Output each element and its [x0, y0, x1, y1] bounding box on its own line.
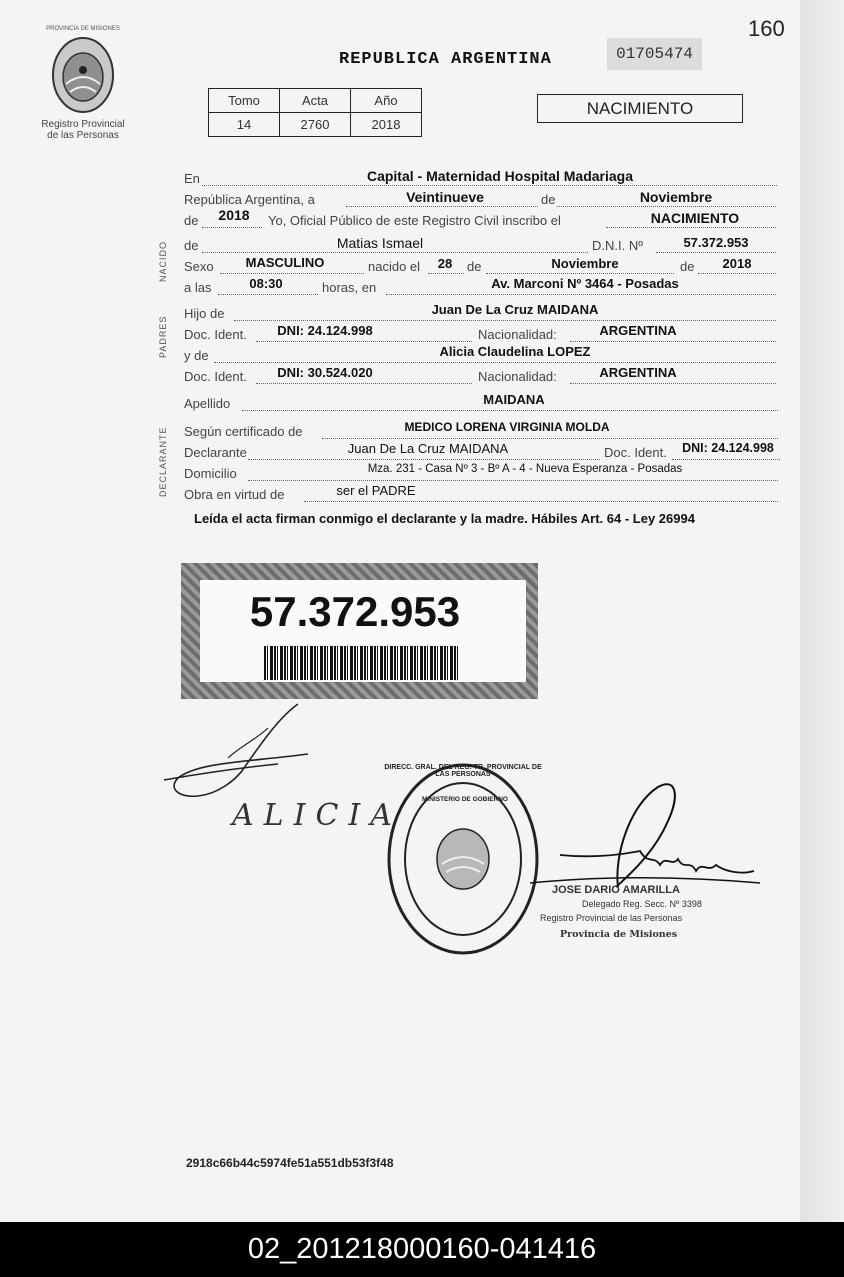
value-tipo: NACIMIENTO [650, 210, 740, 226]
side-label-padres: PADRES [158, 315, 168, 358]
label-obra: Obra en virtud de [184, 487, 285, 502]
value-madre-doc: DNI: 30.524.020 [277, 365, 373, 380]
closing-statement: Leída el acta firman conmigo el declarante y la madre. Hábiles Art. 64 - Ley 26994 [194, 511, 695, 526]
official-role: Delegado Reg. Secc. Nº 3398 [582, 899, 702, 909]
record-header-acta: Acta [280, 89, 351, 113]
record-header-tomo: Tomo [209, 89, 280, 113]
page-edge-shadow [800, 0, 844, 1222]
official-signature [530, 775, 760, 895]
label-dni: D.N.I. Nº [592, 238, 643, 253]
registry-caption-line1: Registro Provincial [41, 119, 125, 130]
value-domicilio: Mza. 231 - Casa Nº 3 - Bº A - 4 - Nueva Esperanza - Posadas [367, 463, 683, 475]
label-domicilio: Domicilio [184, 466, 237, 481]
serial-number: 01705474 [607, 38, 702, 70]
label-oficial: Yo, Oficial Público de este Registro Civil inscribo el [268, 213, 561, 228]
barcode-bars [264, 646, 460, 680]
official-name: JOSE DARIO AMARILLA [552, 884, 680, 896]
stamp-inner-text: MINISTERIO DE GOBIERNO [422, 796, 508, 803]
value-madre: Alicia Claudelina LOPEZ [439, 344, 591, 359]
value-lugar: Capital - Maternidad Hospital Madariaga [366, 168, 634, 184]
value-dia-nacimiento: 28 [437, 256, 453, 271]
label-doc-madre: Doc. Ident. [184, 369, 247, 384]
value-obra: ser el PADRE [336, 483, 416, 498]
label-y-de: y de [184, 348, 209, 363]
label-apellido: Apellido [184, 396, 231, 411]
label-en: En [184, 171, 200, 186]
value-padre-nacionalidad: ARGENTINA [599, 323, 677, 338]
mother-handwritten-name: ALICIA [232, 798, 402, 833]
value-sexo: MASCULINO [245, 255, 325, 270]
side-label-nacido: NACIDO [158, 240, 168, 282]
label-de-anio: de [184, 213, 199, 228]
label-a-las: a las [184, 280, 212, 295]
record-value-anio: 2018 [351, 113, 422, 137]
value-padre: Juan De La Cruz MAIDANA [431, 302, 599, 317]
registry-caption-line2: de las Personas [47, 130, 119, 141]
label-nacido-el: nacido el [368, 259, 421, 274]
side-label-declarante: DECLARANTE [158, 426, 168, 497]
value-apellido: MAIDANA [483, 392, 545, 407]
value-madre-nacionalidad: ARGENTINA [599, 365, 677, 380]
label-horas-en: horas, en [322, 280, 377, 295]
label-nacionalidad-madre: Nacionalidad: [478, 369, 557, 384]
label-doc-padre: Doc. Ident. [184, 327, 247, 342]
barcode-number: 57.372.953 [249, 588, 461, 635]
stamp-outer-text: DIRECC. GRAL. DEL REG. TR. PROVINCIAL DE LAS PERSONAS [384, 764, 542, 778]
document-hash: 2918c66b44c5974fe51a551db53f3f48 [186, 1156, 394, 1170]
label-nacionalidad-padre: Nacionalidad: [478, 327, 557, 342]
value-hora: 08:30 [249, 276, 283, 291]
value-direccion-nacimiento: Av. Marconi Nº 3464 - Posadas [491, 276, 679, 291]
label-republica: República Argentina, a [184, 192, 315, 207]
value-anio: 2018 [218, 207, 250, 223]
value-declarante: Juan De La Cruz MAIDANA [347, 441, 509, 456]
value-mes-letras: Noviembre [639, 189, 713, 205]
value-nombre: Matias Ismael [336, 235, 424, 251]
label-declarante: Declarante [184, 445, 247, 460]
footer-id: 02_201218000160-041416 [0, 1222, 844, 1277]
record-value-acta: 2760 [280, 113, 351, 137]
value-certificado: MEDICO LORENA VIRGINIA MOLDA [404, 420, 610, 434]
value-dia-letras: Veintinueve [406, 189, 484, 205]
document-type-box: NACIMIENTO [537, 94, 743, 123]
value-declarante-doc: DNI: 24.124.998 [682, 441, 774, 455]
label-de-anio-nac: de [680, 259, 695, 274]
value-mes-nacimiento: Noviembre [551, 256, 619, 271]
record-table [208, 88, 422, 137]
registry-stamp [384, 760, 542, 958]
label-de-nombre: de [184, 238, 199, 253]
label-doc-declarante: Doc. Ident. [604, 445, 667, 460]
label-de-mes: de [541, 192, 556, 207]
province-seal [48, 34, 118, 116]
official-province: Provincia de Misiones [560, 929, 678, 940]
label-sexo: Sexo [184, 259, 214, 274]
record-header-anio: Año [351, 89, 422, 113]
official-registry: Registro Provincial de las Personas [540, 913, 683, 923]
value-padre-doc: DNI: 24.124.998 [277, 323, 373, 338]
seal-caption: PROVINCIA DE MISIONES [46, 26, 120, 32]
value-anio-nacimiento: 2018 [722, 256, 752, 271]
declarant-signature [158, 698, 318, 808]
page-number: 160 [748, 16, 785, 41]
label-hijo-de: Hijo de [184, 306, 225, 321]
record-value-tomo: 14 [209, 113, 280, 137]
country-title: REPUBLICA ARGENTINA [339, 50, 552, 69]
label-de-mes-nac: de [467, 259, 482, 274]
label-segun: Según certificado de [184, 424, 303, 439]
value-dni: 57.372.953 [683, 235, 749, 250]
